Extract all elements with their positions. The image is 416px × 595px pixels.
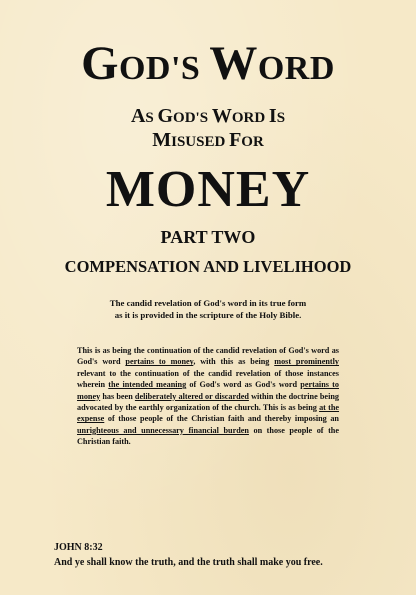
candid-line-1: The candid revelation of God's word in its true form <box>109 298 307 308</box>
main-title <box>0 37 416 90</box>
body-text: , with this as being <box>193 357 275 367</box>
subtitle-text: ORD <box>231 110 269 126</box>
part-heading: PART TWO <box>160 227 256 247</box>
compensation-heading: COMPENSATION AND LIVELIHOOD <box>64 257 352 276</box>
body-text: on those people of the Christian faith. <box>77 425 339 447</box>
body-text: This is as being the continuation of the candid revelation of God's word as God's word <box>77 346 339 367</box>
underlined-phrase: at the expense <box>77 403 340 424</box>
verse-text: And ye shall know the truth, and the truth shall make you free. <box>54 557 323 568</box>
title-text: ORD <box>257 50 335 87</box>
subtitle-letter: G <box>157 105 174 127</box>
description-paragraph <box>77 345 339 448</box>
underlined-phrase: pertains to money <box>77 380 339 401</box>
body-text: relevant to the continuation of the candid revelation of those instances wherein <box>77 368 339 390</box>
body-text: has been <box>100 391 135 401</box>
subtitle-text: ISUSED <box>171 134 230 150</box>
underlined-phrase: the intended meaning <box>108 380 187 390</box>
verse-reference: JOHN 8:32 <box>54 542 103 553</box>
subtitle-line-1 <box>0 106 416 126</box>
underlined-phrase: pertains to money <box>125 357 194 367</box>
title-text: S <box>180 50 210 87</box>
subtitle-text: S <box>145 110 158 126</box>
underlined-phrase: most prominently <box>274 357 339 367</box>
money-heading: MONEY <box>105 161 311 218</box>
body-text: of those people of the Christian faith and thereby imposing an <box>104 414 339 424</box>
subtitle-letter: A <box>130 105 146 127</box>
subtitle-letter: W <box>211 105 232 127</box>
subtitle-text: OD'S <box>173 110 212 126</box>
subtitle-line-2 <box>0 130 416 150</box>
body-text: within the doctrine being advocated by the earthly organization of the church. This is as being <box>77 391 339 413</box>
subtitle-letter: M <box>152 129 172 151</box>
candid-line-2: as it is provided in the scripture of the Holy Bible. <box>114 310 302 320</box>
underlined-phrase: deliberately altered or discarded <box>134 391 249 401</box>
underlined-phrase: unrighteous and unnecessary financial burden <box>77 425 249 435</box>
title-letter: W <box>209 37 258 90</box>
subtitle-letter: I <box>268 105 277 127</box>
candid-revelation-statement <box>0 297 416 321</box>
subtitle-text: OR <box>241 134 264 150</box>
subtitle-letter: F <box>229 129 242 151</box>
body-text: of God's word as God's word <box>186 380 301 390</box>
subtitle-text: S <box>276 110 286 126</box>
title-letter: G <box>81 37 119 90</box>
title-text: ' <box>170 50 181 87</box>
title-text: OD <box>118 50 171 87</box>
